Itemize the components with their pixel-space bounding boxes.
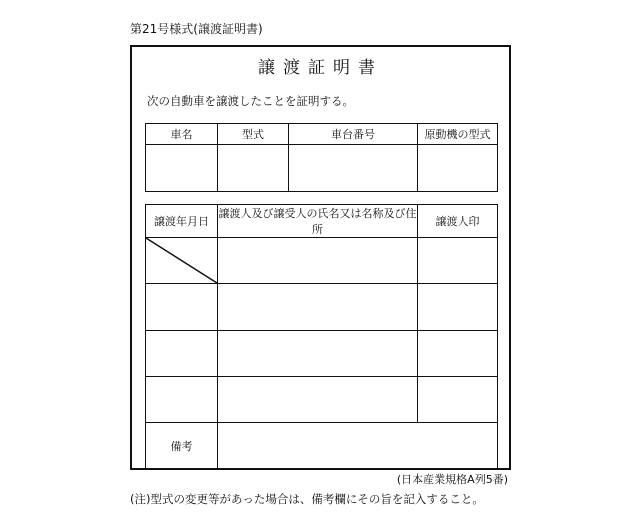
header-model: 型式 (218, 124, 289, 145)
seal-cell[interactable] (418, 377, 498, 423)
seal-cell[interactable] (418, 284, 498, 331)
remarks-cell[interactable] (218, 423, 498, 469)
header-transfer-date: 譲渡年月日 (146, 205, 218, 238)
certificate-title: 譲渡証明書 (258, 58, 383, 78)
remarks-label: 備考 (146, 423, 218, 469)
paper-standard-note: (日本産業規格A列5番) (396, 473, 508, 486)
parties-cell[interactable] (218, 284, 418, 331)
header-engine-model: 原動機の型式 (418, 124, 498, 145)
seal-cell[interactable] (418, 331, 498, 377)
engine-model-cell[interactable] (418, 145, 498, 192)
parties-cell[interactable] (218, 238, 418, 284)
header-chassis-number: 車台番号 (289, 124, 418, 145)
transfer-record-table (145, 204, 498, 469)
intro-statement: 次の自動車を譲渡したことを証明する。 (147, 94, 354, 108)
form-number-label: 第21号様式(譲渡証明書) (130, 22, 263, 36)
header-parties-name-address: 譲渡人及び譲受人の氏名又は名称及び住所 (218, 205, 418, 238)
parties-cell[interactable] (218, 377, 418, 423)
seal-cell[interactable] (418, 238, 498, 284)
vehicle-info-table (145, 123, 498, 192)
model-cell[interactable] (218, 145, 289, 192)
footnote: (注)型式の変更等があった場合は、備考欄にその旨を記入すること。 (130, 492, 484, 506)
header-vehicle-name: 車名 (146, 124, 218, 145)
transfer-date-cell[interactable] (146, 377, 218, 423)
transfer-date-cell[interactable] (146, 284, 218, 331)
transfer-date-cell[interactable] (146, 331, 218, 377)
diagonal-strike (146, 238, 217, 283)
parties-cell[interactable] (218, 331, 418, 377)
header-transferor-seal: 譲渡人印 (418, 205, 498, 238)
transfer-date-cell-struck (146, 238, 218, 284)
chassis-number-cell[interactable] (289, 145, 418, 192)
vehicle-name-cell[interactable] (146, 145, 218, 192)
